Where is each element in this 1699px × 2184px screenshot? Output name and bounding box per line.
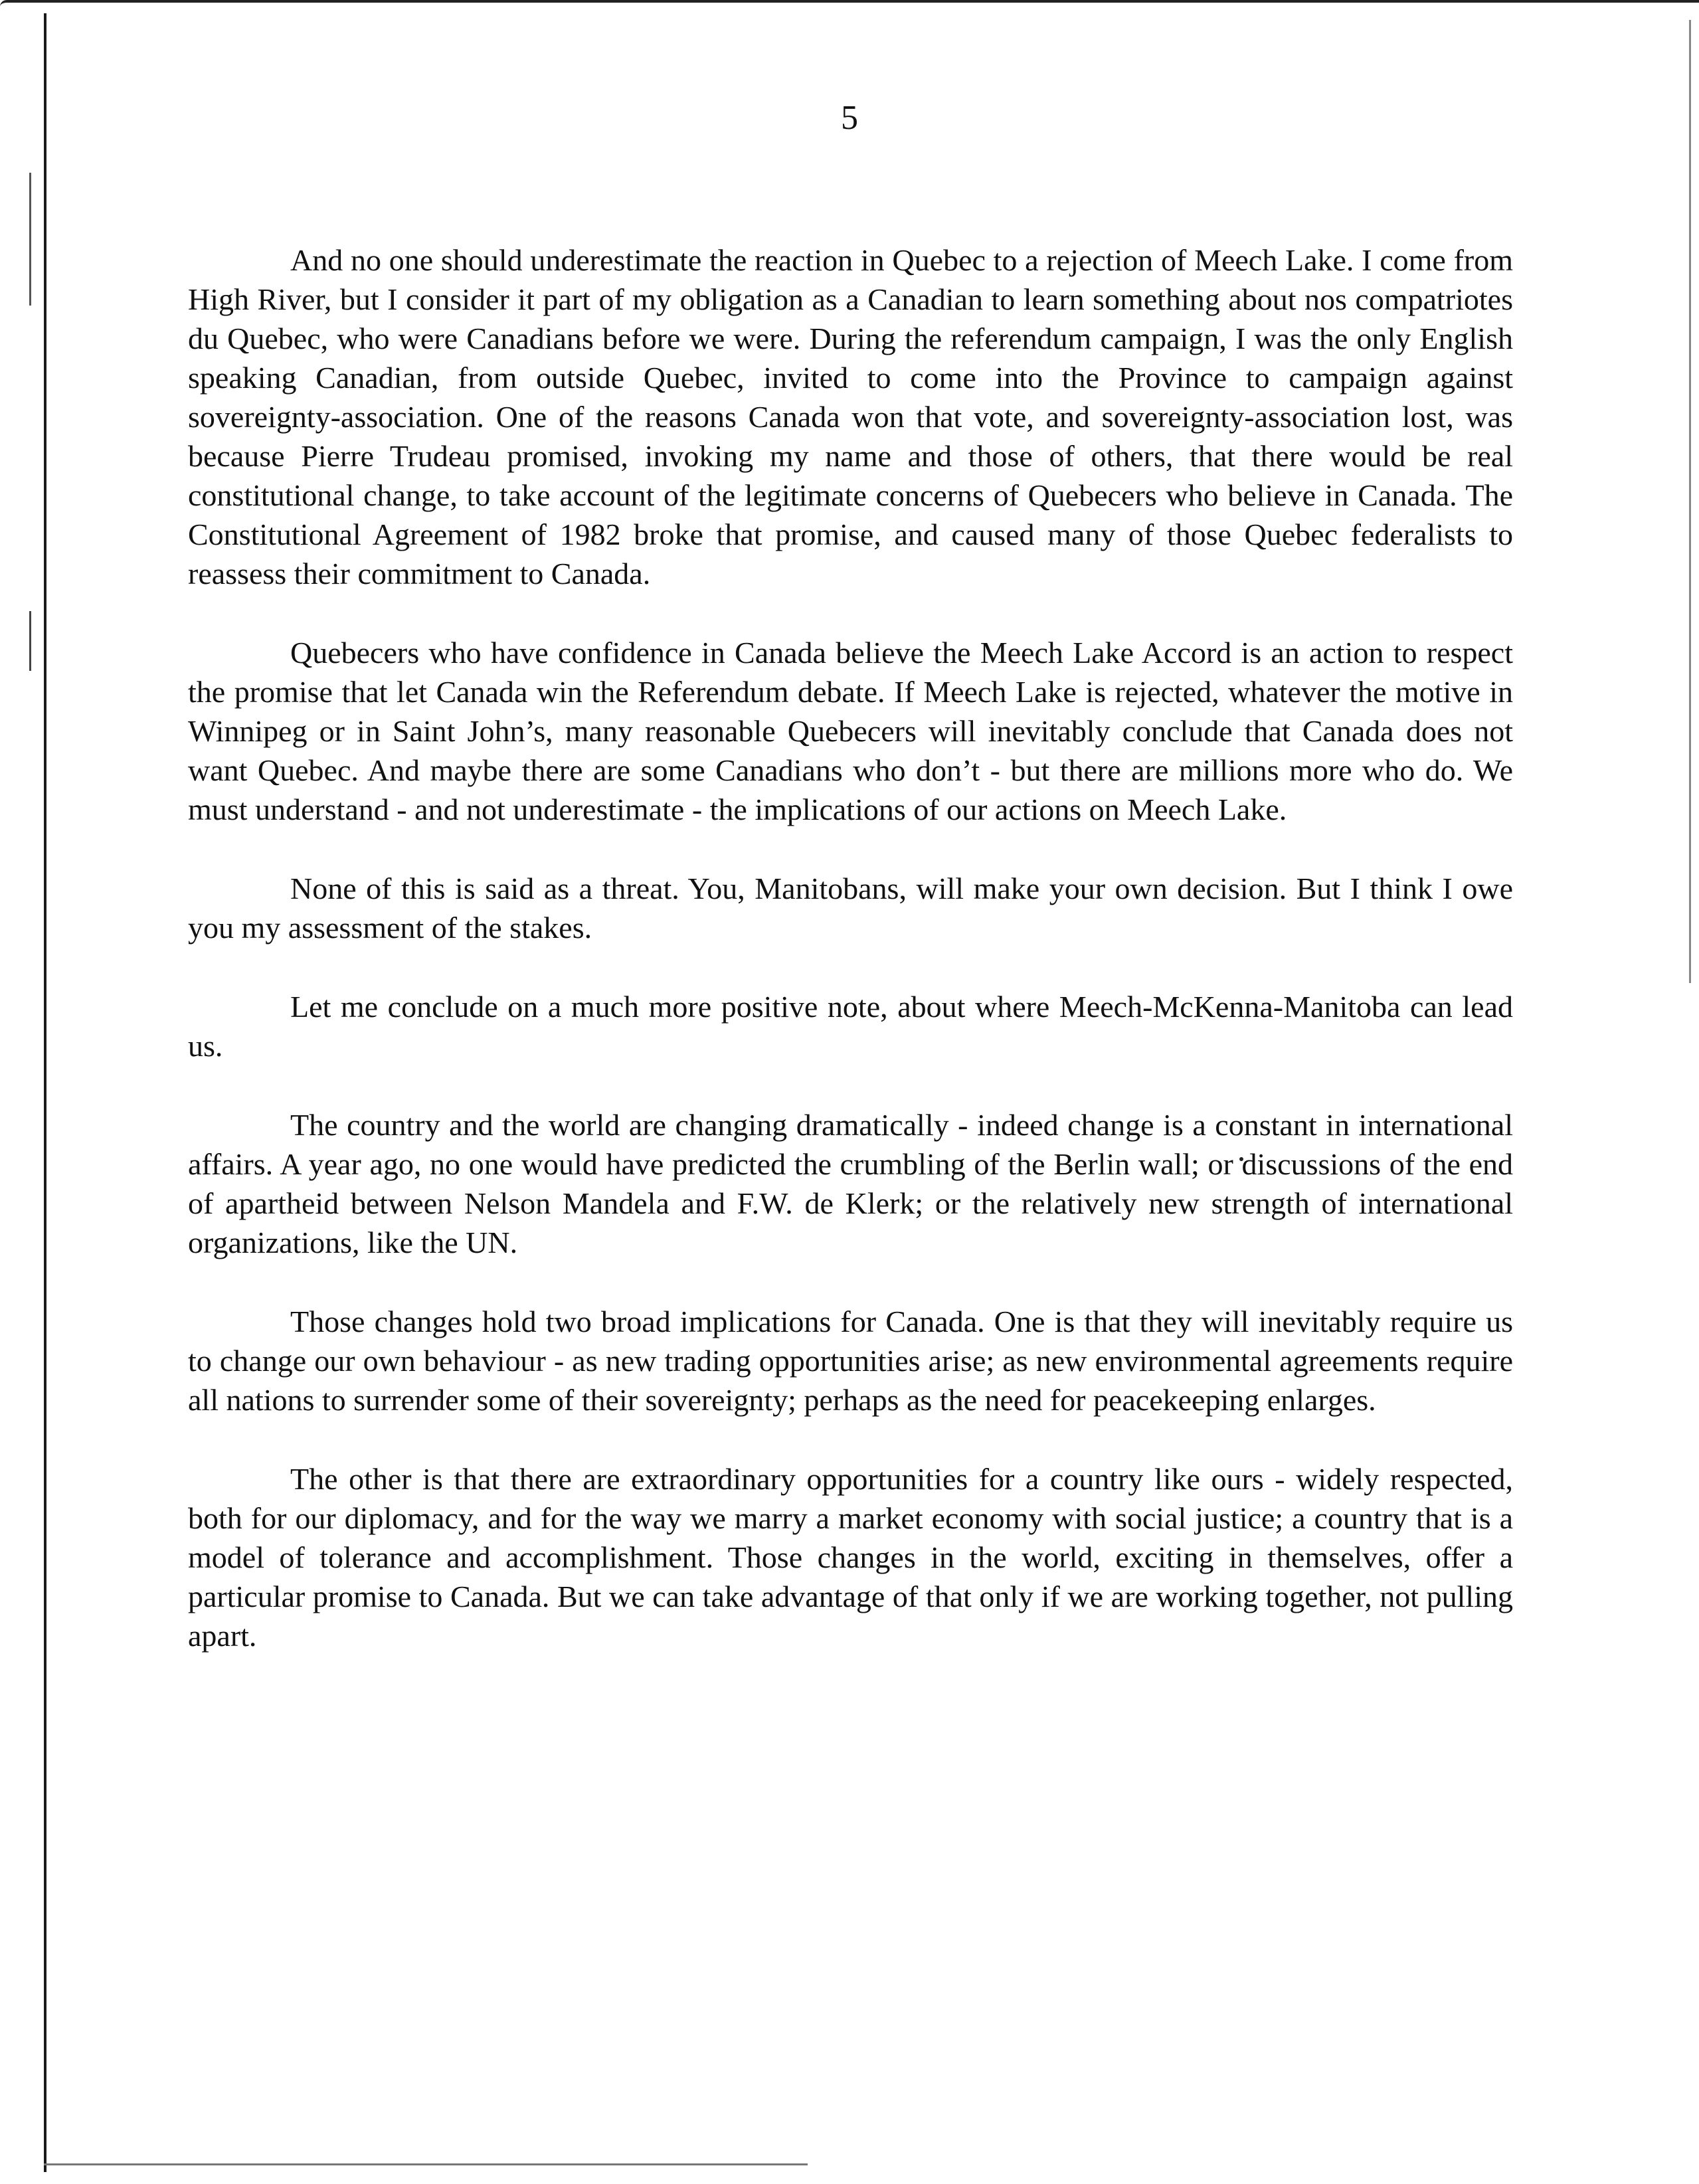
scan-left-mark [29, 611, 31, 671]
scan-left-margin-line [44, 13, 46, 2172]
paragraph: None of this is said as a threat. You, Manitobans, will make your own decision. But I think I owe you my assessment of the stakes. [188, 871, 1513, 945]
paragraph: Those changes hold two broad implications for Canada. One is that they will inevitably require us to change our own behaviour - as new trading opportunities arise; as new environmental agreements require all nations to surrender some of their sovereignty; perhaps as the need for peacekeeping enlarges. [188, 1305, 1513, 1417]
paragraph: Quebecers who have confidence in Canada believe the Meech Lake Accord is an action to respect the promise that let Canada win the Referendum debate. If Meech Lake is rejected, whatever the motive in Winnipeg or in Saint John’s, many reasonable Quebecers will inevitably conclude that Canada does not want Quebec. And maybe there are some Canadians who don’t - but there are millions more who do. We must understand - and not underestimate - the implications of our actions on Meech Lake. [188, 636, 1513, 826]
scan-bottom-edge [44, 2163, 808, 2165]
scan-top-edge [0, 0, 1699, 7]
paragraph: The country and the world are changing dramatically - indeed change is a constant in international affairs. A year ago, no one would have predicted the crumbling of the Berlin wall; or discussions of the end of apartheid between Nelson Mandela and F.W. de Klerk; or the relatively new strength of international organizations, like the UN. [188, 1108, 1513, 1259]
page-number: 5 [841, 99, 858, 137]
paragraph: And no one should underestimate the reaction in Quebec to a rejection of Meech Lake. I come from High River, but I consider it part of my obligation as a Canadian to learn something about nos compatriotes du Quebec, who were Canadians before we were. During the referendum campaign, I was the only English speaking Canadian, from outside Quebec, invited to come into the Province to campaign against sovereignty-association. One of the reasons Canada won that vote, and sovereignty-association lost, was because Pierre Trudeau promised, invoking my name and those of others, that there would be real constitutional change, to take account of the legitimate concerns of Quebecers who believe in Canada. The Constitutional Agreement of 1982 broke that promise, and caused many of those Quebec federalists to reassess their commitment to Canada. [188, 243, 1513, 591]
document-body [188, 240, 1513, 1695]
paragraph: The other is that there are extraordinary opportunities for a country like ours - widely respected, both for our diplomacy, and for the way we marry a market economy with social justice; a country that is a model of tolerance and accomplishment. Those changes in the world, exciting in themselves, offer a particular promise to Canada. But we can take advantage of that only if we are working together, not pulling apart. [188, 1462, 1513, 1653]
scan-right-edge [1689, 20, 1691, 983]
paragraph: Let me conclude on a much more positive note, about where Meech-McKenna-Manitoba can lead us. [188, 990, 1513, 1063]
scan-left-mark [29, 173, 31, 306]
